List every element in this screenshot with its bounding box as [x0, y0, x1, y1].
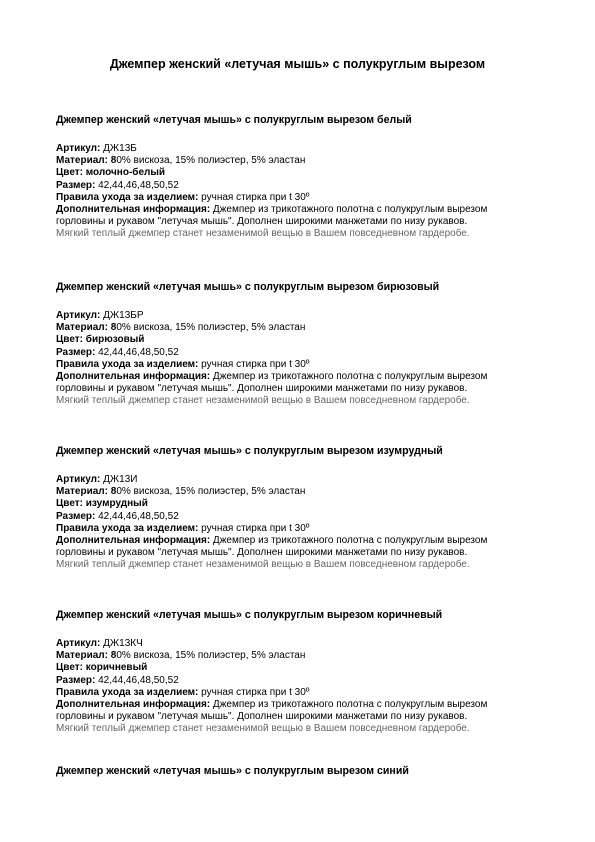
promo-text: Мягкий теплый джемпер станет незаменимой вещью в Вашем повседневном гардеробе. [56, 723, 470, 735]
material-value: 0% вискоза, 15% полиэстер, 5% эластан [116, 155, 306, 167]
extra-label: Дополнительная информация: [56, 204, 211, 216]
color-label: Цвет [56, 334, 80, 346]
article-label: Артикул: [56, 310, 101, 321]
color-value: коричневый [83, 662, 148, 674]
care-value: ручная стирка при t 30º [198, 191, 310, 203]
article-line [56, 638, 556, 650]
size-label: Размер: [56, 674, 96, 686]
extra-value: Джемпер из трикотажного полотна с полукруглым вырезом [210, 371, 488, 383]
size-line [56, 511, 556, 523]
product-heading: Джемпер женский «летучая мышь» с полукруглым вырезом изумрудный [56, 445, 443, 457]
extra-info-line [56, 204, 556, 216]
product-section [56, 281, 556, 408]
color-label: Цвет [56, 662, 80, 674]
care-value: ручная стирка при t 30º [198, 522, 310, 534]
promo-text: Мягкий теплый джемпер станет незаменимой вещью в Вашем повседневном гардеробе. [56, 228, 470, 240]
care-label: Правила ухода за изделием: [56, 522, 199, 534]
promo-text: Мягкий теплый джемпер станет незаменимой вещью в Вашем повседневном гардеробе. [56, 395, 470, 407]
care-line [56, 192, 556, 204]
size-line [56, 347, 556, 359]
product-properties [56, 310, 556, 408]
material-line [56, 322, 556, 334]
material-label: Материал: 8 [56, 322, 117, 334]
page-title: Джемпер женский «летучая мышь» с полукруглым вырезом [109, 57, 486, 71]
article-label: Артикул: [56, 474, 101, 485]
care-value: ручная стирка при t 30º [198, 686, 310, 698]
size-value: 42,44,46,48,50,52 [95, 510, 179, 522]
care-line [56, 523, 556, 535]
extra-info-continuation: горловины и рукавом "летучая мышь". Дополнен широкими манжетами по низу рукавов. [56, 711, 468, 723]
color-label: Цвет [56, 167, 80, 179]
product-section [56, 765, 556, 778]
material-label: Материал: 8 [56, 650, 117, 662]
product-properties [56, 638, 556, 736]
color-value: молочно-белый [83, 167, 166, 179]
material-line [56, 486, 556, 498]
material-line [56, 650, 556, 662]
size-line [56, 675, 556, 687]
size-label: Размер: [56, 346, 96, 358]
extra-info-line [56, 535, 556, 547]
article-value: ДЖ13Б [100, 143, 137, 154]
extra-value: Джемпер из трикотажного полотна с полукруглым вырезом [210, 204, 488, 216]
color-separator: : [79, 334, 83, 346]
article-value: ДЖ13И [100, 474, 138, 485]
size-label: Размер: [56, 179, 96, 191]
product-section [56, 609, 556, 736]
size-label: Размер: [56, 510, 96, 522]
color-line [56, 334, 556, 346]
size-value: 42,44,46,48,50,52 [95, 346, 179, 358]
product-heading: Джемпер женский «летучая мышь» с полукруглым вырезом бирюзовый [56, 281, 440, 293]
size-value: 42,44,46,48,50,52 [95, 674, 179, 686]
extra-info-continuation: горловины и рукавом "летучая мышь". Дополнен широкими манжетами по низу рукавов. [56, 383, 468, 395]
care-label: Правила ухода за изделием: [56, 686, 199, 698]
article-label: Артикул: [56, 143, 101, 154]
extra-value: Джемпер из трикотажного полотна с полукруглым вырезом [210, 699, 488, 711]
extra-info-continuation: горловины и рукавом "летучая мышь". Дополнен широкими манжетами по низу рукавов. [56, 547, 468, 559]
color-line [56, 167, 556, 179]
product-section [56, 114, 556, 241]
product-heading: Джемпер женский «летучая мышь» с полукруглым вырезом белый [56, 114, 412, 126]
material-value: 0% вискоза, 15% полиэстер, 5% эластан [116, 486, 306, 498]
extra-info-continuation: горловины и рукавом "летучая мышь". Дополнен широкими манжетами по низу рукавов. [56, 216, 468, 228]
care-label: Правила ухода за изделием: [56, 358, 199, 370]
material-line [56, 155, 556, 167]
article-value: ДЖ13КЧ [100, 638, 143, 649]
article-label: Артикул: [56, 638, 101, 649]
care-value: ручная стирка при t 30º [198, 358, 310, 370]
extra-label: Дополнительная информация: [56, 535, 211, 547]
color-label: Цвет [56, 498, 80, 510]
care-label: Правила ухода за изделием: [56, 191, 199, 203]
extra-info-line [56, 371, 556, 383]
color-value: изумрудный [83, 498, 148, 510]
product-section [56, 445, 556, 572]
product-heading: Джемпер женский «летучая мышь» с полукруглым вырезом коричневый [56, 609, 443, 621]
extra-label: Дополнительная информация: [56, 371, 211, 383]
product-heading: Джемпер женский «летучая мышь» с полукруглым вырезом синий [56, 765, 409, 777]
promo-text: Мягкий теплый джемпер станет незаменимой вещью в Вашем повседневном гардеробе. [56, 559, 470, 571]
extra-value: Джемпер из трикотажного полотна с полукруглым вырезом [210, 535, 488, 547]
product-properties [56, 474, 556, 572]
material-label: Материал: 8 [56, 155, 117, 167]
article-value: ДЖ13БР [100, 310, 144, 321]
color-separator: : [79, 167, 83, 179]
size-line [56, 180, 556, 192]
color-separator: : [79, 498, 83, 510]
color-separator: : [79, 662, 83, 674]
size-value: 42,44,46,48,50,52 [95, 179, 179, 191]
material-value: 0% вискоза, 15% полиэстер, 5% эластан [116, 322, 306, 334]
material-label: Материал: 8 [56, 486, 117, 498]
care-line [56, 359, 556, 371]
color-line [56, 662, 556, 674]
material-value: 0% вискоза, 15% полиэстер, 5% эластан [116, 650, 306, 662]
extra-info-line [56, 699, 556, 711]
care-line [56, 687, 556, 699]
product-properties [56, 143, 556, 241]
extra-label: Дополнительная информация: [56, 699, 211, 711]
color-line [56, 498, 556, 510]
article-line [56, 310, 556, 322]
article-line [56, 474, 556, 486]
article-line [56, 143, 556, 155]
color-value: бирюзовый [83, 334, 145, 346]
